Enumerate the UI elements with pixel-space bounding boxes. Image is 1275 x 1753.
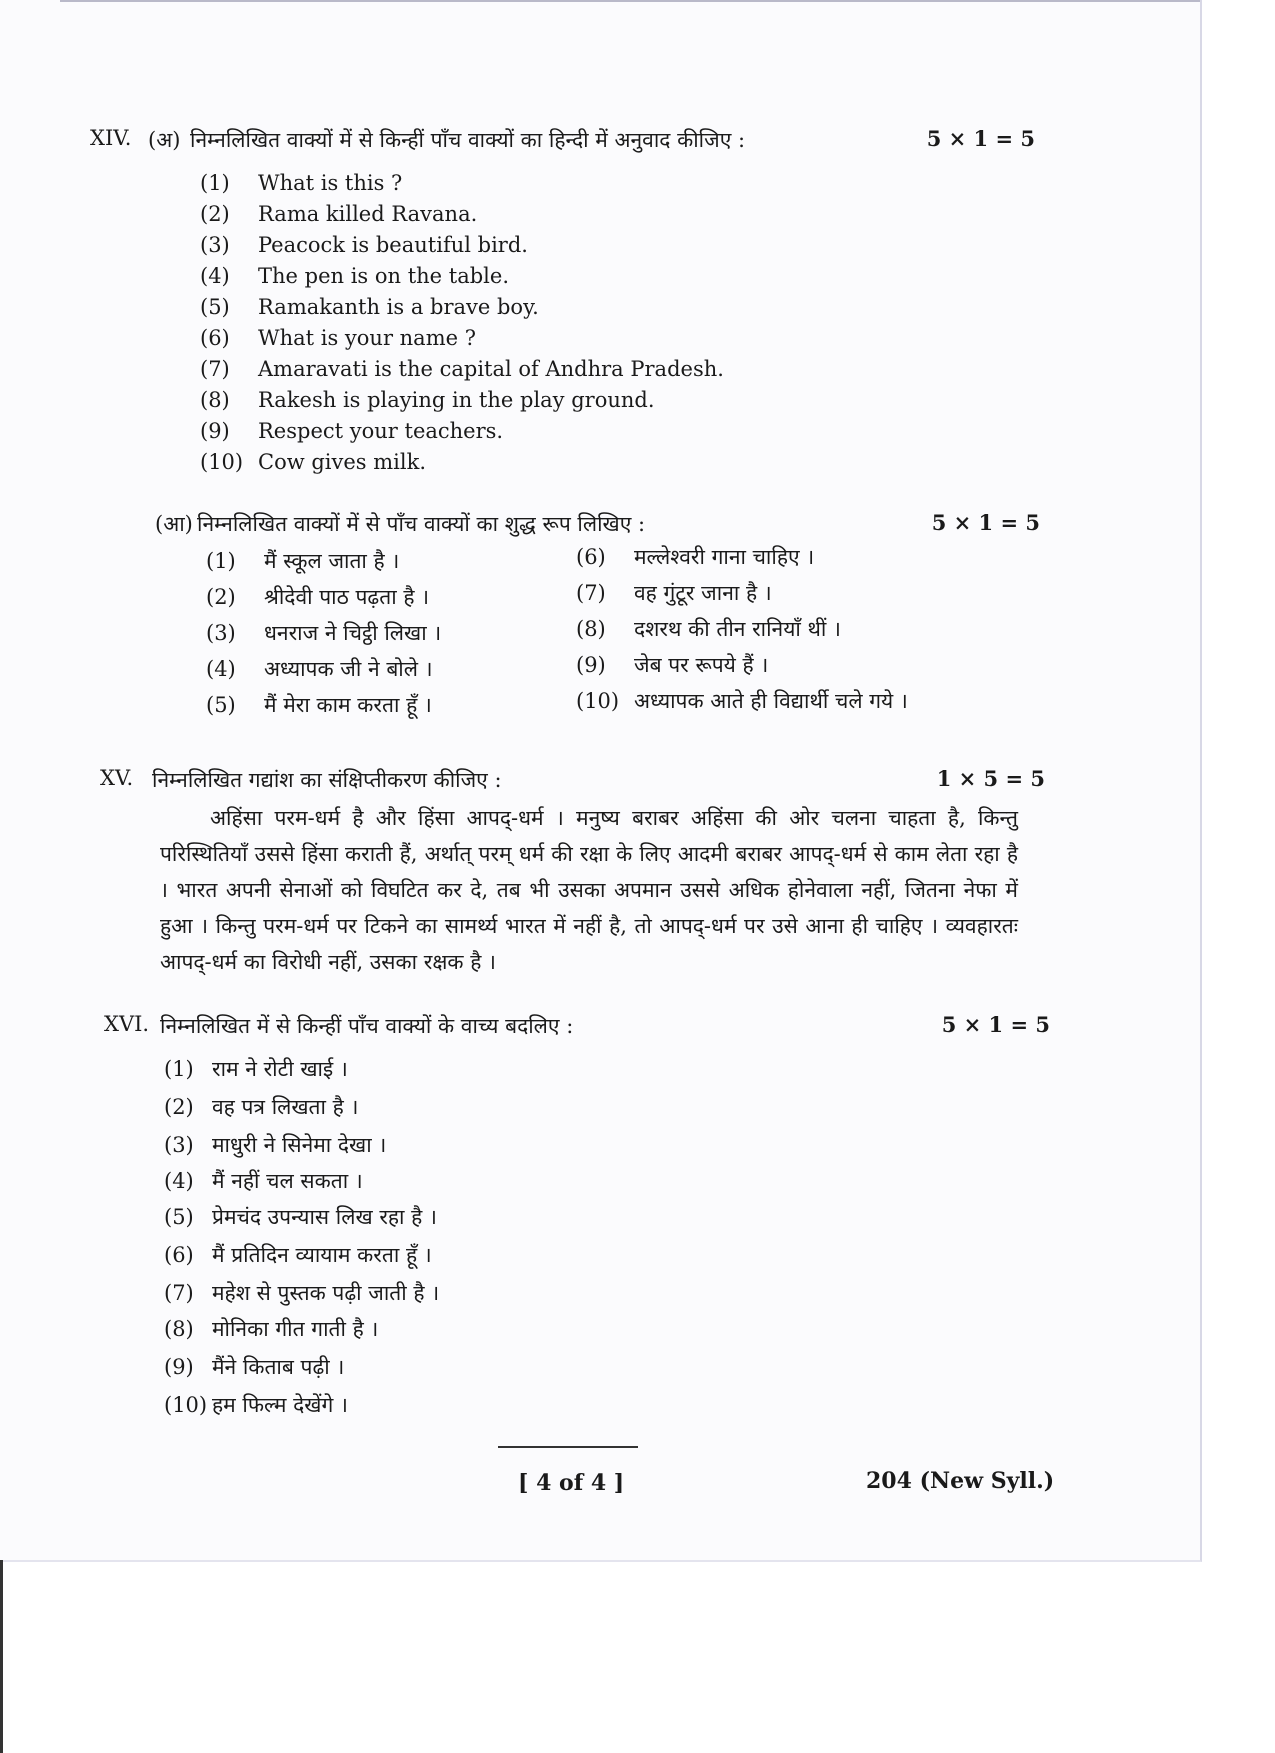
list-item: (9) जेब पर रूपये हैं । <box>576 653 769 677</box>
list-item: (4) The pen is on the table. <box>200 264 510 288</box>
list-item: (3) माधुरी ने सिनेमा देखा । <box>164 1133 387 1157</box>
list-item: (6) What is your name ? <box>200 326 476 350</box>
paper-code: 204 (New Syll.) <box>866 1468 1055 1494</box>
list-item: (4) अध्यापक जी ने बोले । <box>206 657 433 681</box>
q15-marks: 1 × 5 = 5 <box>936 766 1045 791</box>
list-item: (10) Cow gives milk. <box>200 450 427 474</box>
list-item: (10) हम फिल्म देखेंगे । <box>164 1393 348 1417</box>
q14a-label: (अ) <box>148 128 181 152</box>
list-item: (1) राम ने रोटी खाई । <box>164 1057 348 1081</box>
top-edge-rule <box>60 0 1200 2</box>
list-item: (5) मैं मेरा काम करता हूँ । <box>206 693 432 717</box>
q14b-marks: 5 × 1 = 5 <box>931 510 1040 535</box>
list-item: (1) मैं स्कूल जाता है । <box>206 549 400 573</box>
q14b-instruction: निम्नलिखित वाक्यों में से पाँच वाक्यों का शुद्ध रूप लिखिए : <box>197 512 646 536</box>
q15-header <box>100 766 1045 802</box>
list-item: (1) What is this ? <box>200 171 403 195</box>
q16-header <box>104 1012 1050 1048</box>
list-item: (7) वह गुंटूर जाना है । <box>576 581 772 605</box>
list-item: (5) Ramakanth is a brave boy. <box>200 295 539 319</box>
list-item: (2) श्रीदेवी पाठ पढ़ता है । <box>206 585 430 609</box>
q14b-label: (आ) <box>155 512 193 536</box>
q16-instruction: निम्नलिखित में से किन्हीं पाँच वाक्यों के वाच्य बदलिए : <box>160 1014 574 1038</box>
list-item: (5) प्रेमचंद उपन्यास लिख रहा है । <box>164 1205 437 1229</box>
list-item: (9) मैंने किताब पढ़ी । <box>164 1355 345 1379</box>
list-item: (3) Peacock is beautiful bird. <box>200 233 528 257</box>
q16-marks: 5 × 1 = 5 <box>941 1012 1050 1037</box>
list-item: (3) धनराज ने चिट्ठी लिखा । <box>206 621 442 645</box>
list-item: (9) Respect your teachers. <box>200 419 504 443</box>
list-item: (2) वह पत्र लिखता है । <box>164 1095 359 1119</box>
q15-passage: अहिंसा परम-धर्म है और हिंसा आपद्-धर्म । मनुष्य बराबर अहिंसा की ओर चलना चाहता है, किन्तु परिस्थितियाँ उससे हिंसा कराती हैं, अर्थात् परम् धर्म की रक्षा के लिए आदमी बराबर आपद्-धर्म से काम लेता रहा है । भारत अपनी सेनाओं को विघटित कर दे, तब भी उसका अपमान उससे अधिक होनेवाला नहीं, जितना नेफा में हुआ । किन्तु परम-धर्म पर टिकने का सामर्थ्य भारत में नहीं है, तो आपद्-धर्म पर उसे आना ही चाहिए । व्यवहारतः आपद्-धर्म का विरोधी नहीं, उसका रक्षक है । <box>160 806 1018 974</box>
q16-number: XVI. <box>104 1012 150 1036</box>
page-number: [ 4 of 4 ] <box>518 1470 625 1496</box>
list-item: (7) महेश से पुस्तक पढ़ी जाती है । <box>164 1281 440 1305</box>
list-item: (4) मैं नहीं चल सकता । <box>164 1169 363 1193</box>
scan-edge-line <box>0 1560 3 1753</box>
q15-number: XV. <box>100 766 134 790</box>
list-item: (8) Rakesh is playing in the play ground. <box>200 388 655 412</box>
q14-number: XIV. <box>90 126 132 150</box>
list-item: (2) Rama killed Ravana. <box>200 202 478 226</box>
q14a-instruction: निम्नलिखित वाक्यों में से किन्हीं पाँच वाक्यों का हिन्दी में अनुवाद कीजिए : <box>190 128 746 152</box>
list-item: (6) मल्लेश्वरी गाना चाहिए । <box>576 545 815 569</box>
list-item: (8) दशरथ की तीन रानियाँ थीं । <box>576 617 842 641</box>
list-item: (8) मोनिका गीत गाती है । <box>164 1317 379 1341</box>
q15-instruction: निम्नलिखित गद्यांश का संक्षिप्तीकरण कीजिए : <box>152 768 502 792</box>
q14-header <box>90 126 1035 162</box>
q14a-marks: 5 × 1 = 5 <box>926 126 1035 151</box>
list-item: (7) Amaravati is the capital of Andhra Pradesh. <box>200 357 724 381</box>
list-item: (6) मैं प्रतिदिन व्यायाम करता हूँ । <box>164 1243 432 1267</box>
list-item: (10) अध्यापक आते ही विद्यार्थी चले गये । <box>576 689 908 713</box>
q14b-header <box>155 510 1040 546</box>
footer-rule <box>498 1446 638 1448</box>
